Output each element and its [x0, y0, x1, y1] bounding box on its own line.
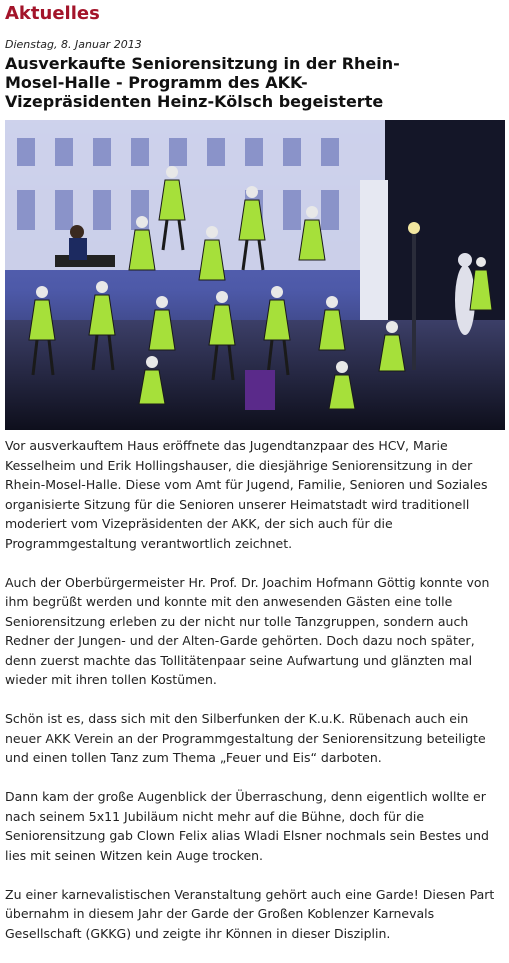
article-paragraph: Auch der Oberbürgermeister Hr. Prof. Dr. Joachim Hofmann Göttig konnte von ihm begrüßt werden und konnte mit den anwesenden Gästen eine tolle Seniorensitzung erleben zu der nicht nur tolle Tanzgruppen, sondern auch Redner der Jungen- und der Alten-Garde gehörten. Doch dazu noch später, denn zuerst machte das Tollitätenpaar seine Aufwartung und glänzten mal wieder mit ihren tollen Kostümen.	[5, 574, 490, 687]
article-photo	[5, 120, 505, 430]
section-title: Aktuelles	[5, 3, 100, 24]
headline-line: Mosel-Halle - Programm des AKK-	[5, 73, 308, 92]
article-paragraph: Zu einer karnevalistischen Veranstaltung gehört auch eine Garde! Diesen Part übernahm in diesem Jahr der Garde der Großen Koblenzer Karnevals Gesellschaft (GKKG) und zeigte ihr Können in dieser Disziplin.	[5, 886, 495, 941]
dance-group-stage-photo	[5, 120, 505, 430]
headline-line: Ausverkaufte Seniorensitzung in der Rhein-	[5, 54, 400, 73]
article-headline	[5, 54, 505, 111]
article-paragraph: Dann kam der große Augenblick der Überraschung, denn eigentlich wollte er nach seinem 5x11 Jubiläum nicht mehr auf die Bühne, doch für die Seniorensitzung gab Clown Felix alias Wladi Elsner nochmals sein Bestes und lies mit seinen Witzen kein Auge trocken.	[5, 789, 489, 863]
article-date: Dienstag, 8. Januar 2013	[5, 38, 142, 51]
article-paragraph: Vor ausverkauftem Haus eröffnete das Jugendtanzpaar des HCV, Marie Kesselheim und Erik Hollingshauser, die diesjährige Seniorensitzung in der Rhein-Mosel-Halle. Diese vom Amt für Jugend, Familie, Senioren und Soziales organisierte Sitzung für die Senioren unserer Heimatstadt wird traditionell moderiert vom Vizepräsidenten der AKK, der sich auch für die Programmgestaltung verantwortlich zeichnet.	[5, 438, 488, 551]
headline-line: Vizepräsidenten Heinz-Kölsch begeisterte	[5, 92, 384, 111]
article-paragraph: Schön ist es, dass sich mit den Silberfunken der K.u.K. Rübenach auch ein neuer AKK Verein an der Programmgestaltung der Seniorensitzung beteiligte und einen tollen Tanz zum Thema „Feuer und Eis“ darboten.	[5, 711, 486, 765]
article-body	[5, 436, 505, 963]
